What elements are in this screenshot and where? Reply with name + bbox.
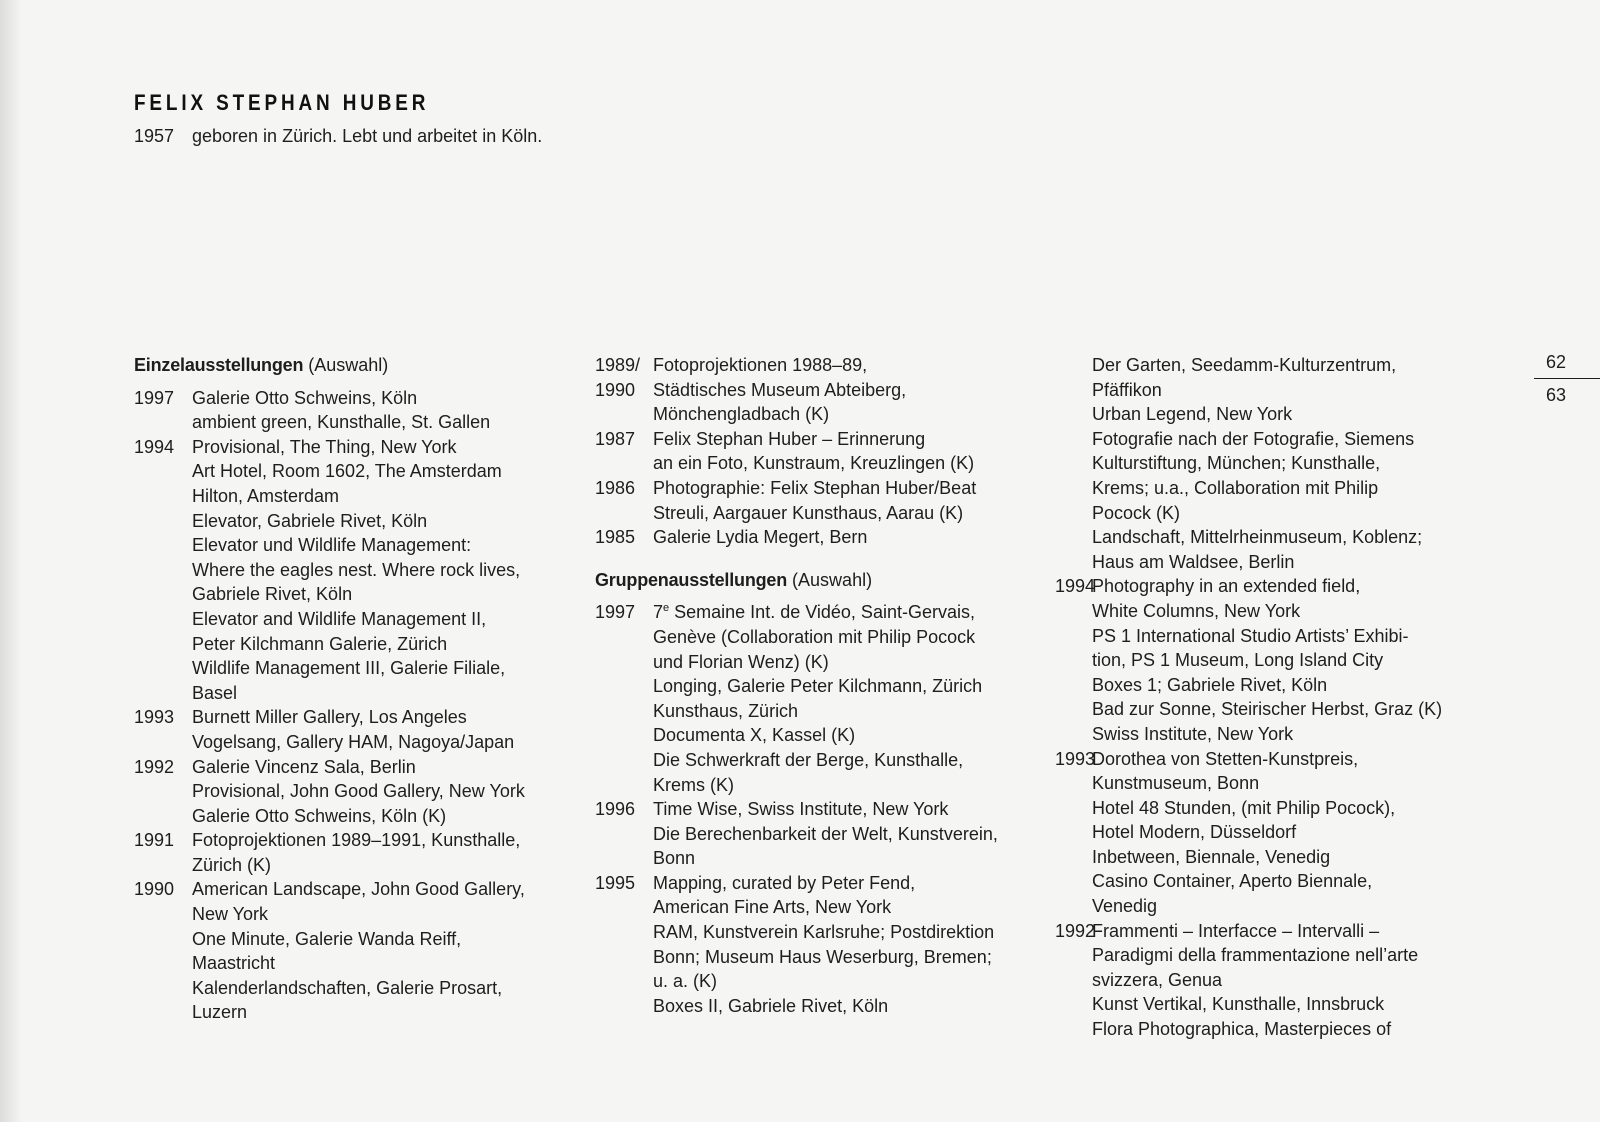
exhibition-entry [134, 386, 564, 435]
entry-line: Haus am Waldsee, Berlin [1092, 551, 1295, 572]
exhibition-entry [595, 525, 1035, 550]
exhibition-entry [1055, 919, 1505, 1042]
entry-line: Time Wise, Swiss Institute, New York [653, 799, 949, 820]
entry-line: Elevator and Wildlife Management II, [192, 608, 487, 629]
exhibition-entry [134, 705, 564, 754]
entry-line: Streuli, Aargauer Kunsthaus, Aarau (K) [653, 502, 964, 523]
entry-line: Kalenderlandschaften, Galerie Prosart, [192, 977, 503, 998]
entry-line: Longing, Galerie Peter Kilchmann, Zürich [653, 676, 983, 697]
entry-year: 1991 [134, 830, 175, 851]
entry-year: 1993 [134, 707, 175, 728]
entry-line: Kunst Vertikal, Kunsthalle, Innsbruck [1092, 994, 1385, 1015]
exhibition-entry [134, 435, 564, 706]
entry-line: Burnett Miller Gallery, Los Angeles [192, 707, 467, 728]
entry-items [653, 427, 1035, 476]
entry-line: Kunsthaus, Zürich [653, 700, 799, 721]
entry-year: 1995 [595, 872, 636, 893]
entry-line: Die Schwerkraft der Berge, Kunsthalle, [653, 749, 964, 770]
entry-year: 1990 [595, 379, 636, 400]
entry-line: Vogelsang, Gallery HAM, Nagoya/Japan [192, 731, 515, 752]
entry-items [192, 877, 564, 1025]
entry-line: Casino Container, Aperto Biennale, [1092, 871, 1373, 892]
entry-line: Venedig [1092, 896, 1158, 917]
entry-year: 1993 [1055, 748, 1096, 769]
entry-line: Kunstmuseum, Bonn [1092, 773, 1260, 794]
entry-line: One Minute, Galerie Wanda Reiff, [192, 928, 462, 949]
group-continuation-lines [1055, 353, 1505, 574]
entry-items [653, 600, 1035, 797]
entry-line: Art Hotel, Room 1602, The Amsterdam [192, 461, 502, 482]
exhibition-entry [595, 427, 1035, 476]
group-entry-list-continued [1055, 574, 1505, 1041]
semaine-title: Semaine Int. de Vidéo, Saint-Gervais, [669, 602, 975, 623]
entry-line: Wildlife Management III, Galerie Filiale, [192, 658, 506, 679]
group-exhibitions-heading [595, 568, 1035, 593]
entry-items [1092, 574, 1505, 746]
entry-line: Fotoprojektionen 1989–1991, Kunsthalle, [192, 830, 521, 851]
entry-line: Paradigmi della frammentazione nell’arte [1092, 945, 1419, 966]
solo-heading-note: (Auswahl) [308, 355, 389, 375]
page-number-divider [1534, 378, 1600, 379]
entry-line: Hotel 48 Stunden, (mit Philip Pocock), [1092, 797, 1396, 818]
column-solo-exhibitions [134, 353, 564, 1025]
exhibition-entry [595, 871, 1035, 1019]
entry-line: Krems (K) [653, 774, 734, 795]
entry-items [653, 525, 1035, 550]
entry-line: Landschaft, Mittelrheinmuseum, Koblenz; [1092, 527, 1423, 548]
entry-line: Provisional, The Thing, New York [192, 436, 457, 457]
entry-line: American Landscape, John Good Gallery, [192, 879, 525, 900]
entry-line: Provisional, John Good Gallery, New York [192, 781, 525, 802]
exhibition-entry [134, 755, 564, 829]
entry-line: Elevator und Wildlife Management: [192, 535, 472, 556]
entry-line: RAM, Kunstverein Karlsruhe; Postdirektion [653, 922, 995, 943]
entry-line: Swiss Institute, New York [1092, 723, 1294, 744]
exhibition-entry [595, 378, 1035, 427]
semaine-ordinal-suffix: e [663, 602, 670, 615]
page-numbers [1534, 350, 1600, 407]
entry-items [1092, 747, 1505, 919]
solo-entry-list [134, 386, 564, 1025]
page-number-left: 62 [1546, 352, 1567, 372]
entry-items [653, 353, 1035, 378]
page-number-right: 63 [1546, 385, 1567, 405]
page-gutter-shadow [0, 0, 22, 1122]
exhibition-entry [595, 797, 1035, 871]
entry-line: Inbetween, Biennale, Venedig [1092, 846, 1331, 867]
entry-line: Kulturstiftung, München; Kunsthalle, [1092, 453, 1381, 474]
entry-items [1092, 919, 1505, 1042]
group-heading-title: Gruppenausstellungen [595, 569, 788, 590]
entry-items [192, 755, 564, 829]
entry-line: und Florian Wenz) (K) [653, 651, 829, 672]
entry-line: svizzera, Genua [1092, 969, 1223, 990]
entry-year: 1986 [595, 477, 636, 498]
exhibition-entry [1055, 574, 1505, 746]
entry-line: Der Garten, Seedamm-Kulturzentrum, [1092, 355, 1397, 375]
entry-line: Mapping, curated by Peter Fend, [653, 872, 916, 893]
entry-line: an ein Foto, Kunstraum, Kreuzlingen (K) [653, 453, 975, 474]
group-heading-note: (Auswahl) [792, 569, 873, 590]
entry-items [192, 435, 564, 706]
entry-year: 1985 [595, 527, 636, 548]
entry-items [192, 828, 564, 877]
entry-items [192, 386, 564, 435]
entry-line: tion, PS 1 Museum, Long Island City [1092, 650, 1384, 671]
entry-line: Where the eagles nest. Where rock lives, [192, 559, 521, 580]
artist-bio [134, 126, 542, 147]
entry-line: Galerie Vincenz Sala, Berlin [192, 756, 416, 777]
entry-line: Photographie: Felix Stephan Huber/Beat [653, 477, 977, 498]
entry-line: Luzern [192, 1002, 248, 1023]
entry-lines-1997 [653, 625, 1035, 797]
exhibition-entry [134, 828, 564, 877]
entry-line: Fotoprojektionen 1988–89, [653, 355, 868, 375]
entry-line: Hilton, Amsterdam [192, 485, 340, 506]
exhibition-entry [595, 353, 1035, 378]
entry-line: Städtisches Museum Abteiberg, [653, 379, 907, 400]
entry-line: Elevator, Gabriele Rivet, Köln [192, 510, 428, 531]
group-entry-list [595, 797, 1035, 1018]
entry-line: Flora Photographica, Masterpieces of [1092, 1019, 1392, 1040]
entry-line: Boxes II, Gabriele Rivet, Köln [653, 995, 889, 1016]
exhibition-entry [595, 600, 1035, 797]
artist-name: FELIX STEPHAN HUBER [134, 90, 430, 115]
entry-line: Maastricht [192, 953, 276, 974]
entry-line: White Columns, New York [1092, 600, 1301, 621]
entry-line: Galerie Otto Schweins, Köln [192, 387, 418, 408]
entry-year: 1996 [595, 799, 636, 820]
entry-line: Pocock (K) [1092, 502, 1181, 523]
entry-line: Documenta X, Kassel (K) [653, 725, 856, 746]
semaine-ordinal: 7 [653, 602, 664, 623]
entry-line: Galerie Lydia Megert, Bern [653, 527, 868, 548]
column-middle [595, 353, 1035, 1018]
entry-line: Basel [192, 682, 238, 703]
entry-items [653, 871, 1035, 1019]
exhibition-entry [134, 877, 564, 1025]
entry-year: 1994 [134, 436, 175, 457]
entry-line: Genève (Collaboration mit Philip Pocock [653, 626, 976, 647]
entry-line: Bonn; Museum Haus Weserburg, Bremen; [653, 946, 992, 967]
entry-line: Frammenti – Interfacce – Intervalli – [1092, 920, 1380, 941]
exhibition-entry [1055, 747, 1505, 919]
entry-line: New York [192, 904, 269, 925]
entry-items [653, 797, 1035, 871]
entry-year: 1997 [595, 602, 636, 623]
entry-line: Boxes 1; Gabriele Rivet, Köln [1092, 674, 1328, 695]
entry-items [653, 476, 1035, 525]
entry-year: 1990 [134, 879, 175, 900]
entry-line: Fotografie nach der Fotografie, Siemens [1092, 428, 1415, 449]
entry-line: Photography in an extended field, [1092, 576, 1361, 597]
entry-line: u. a. (K) [653, 971, 718, 992]
entry-items [653, 378, 1035, 427]
entry-line [653, 600, 1035, 625]
entry-line: Dorothea von Stetten-Kunstpreis, [1092, 748, 1359, 769]
entry-line: Bad zur Sonne, Steirischer Herbst, Graz (K) [1092, 699, 1443, 720]
entry-line: Hotel Modern, Düsseldorf [1092, 822, 1297, 843]
entry-year: 1987 [595, 428, 636, 449]
entry-items [192, 705, 564, 754]
exhibition-entry [595, 476, 1035, 525]
entry-line: Zürich (K) [192, 854, 272, 875]
entry-line: Mönchengladbach (K) [653, 404, 830, 425]
entry-line: American Fine Arts, New York [653, 897, 892, 918]
entry-line: Pfäffikon [1092, 379, 1162, 400]
entry-line: Krems; u.a., Collaboration mit Philip [1092, 477, 1379, 498]
entry-line: ambient green, Kunsthalle, St. Gallen [192, 412, 491, 433]
bio-text: geboren in Zürich. Lebt und arbeitet in Köln. [192, 126, 543, 146]
entry-year: 1989/ [595, 355, 641, 375]
birth-year: 1957 [134, 126, 175, 146]
entry-line: Die Berechenbarkeit der Welt, Kunstverein, [653, 823, 998, 844]
solo-exhibitions-heading [134, 353, 564, 378]
entry-line: PS 1 International Studio Artists’ Exhibi- [1092, 625, 1409, 646]
entry-line: Bonn [653, 848, 696, 869]
entry-year: 1997 [134, 387, 175, 408]
entry-year: 1994 [1055, 576, 1096, 597]
solo-heading-title: Einzelausstellungen [134, 355, 304, 375]
solo-entry-list-continued [595, 353, 1035, 550]
entry-line: Galerie Otto Schweins, Köln (K) [192, 805, 447, 826]
entry-line: Peter Kilchmann Galerie, Zürich [192, 633, 448, 654]
entry-line: Urban Legend, New York [1092, 404, 1293, 425]
entry-year: 1992 [1055, 920, 1096, 941]
entry-year: 1992 [134, 756, 175, 777]
entry-line: Gabriele Rivet, Köln [192, 584, 353, 605]
column-group-continued [1055, 353, 1505, 1042]
entry-line: Felix Stephan Huber – Erinnerung [653, 428, 926, 449]
